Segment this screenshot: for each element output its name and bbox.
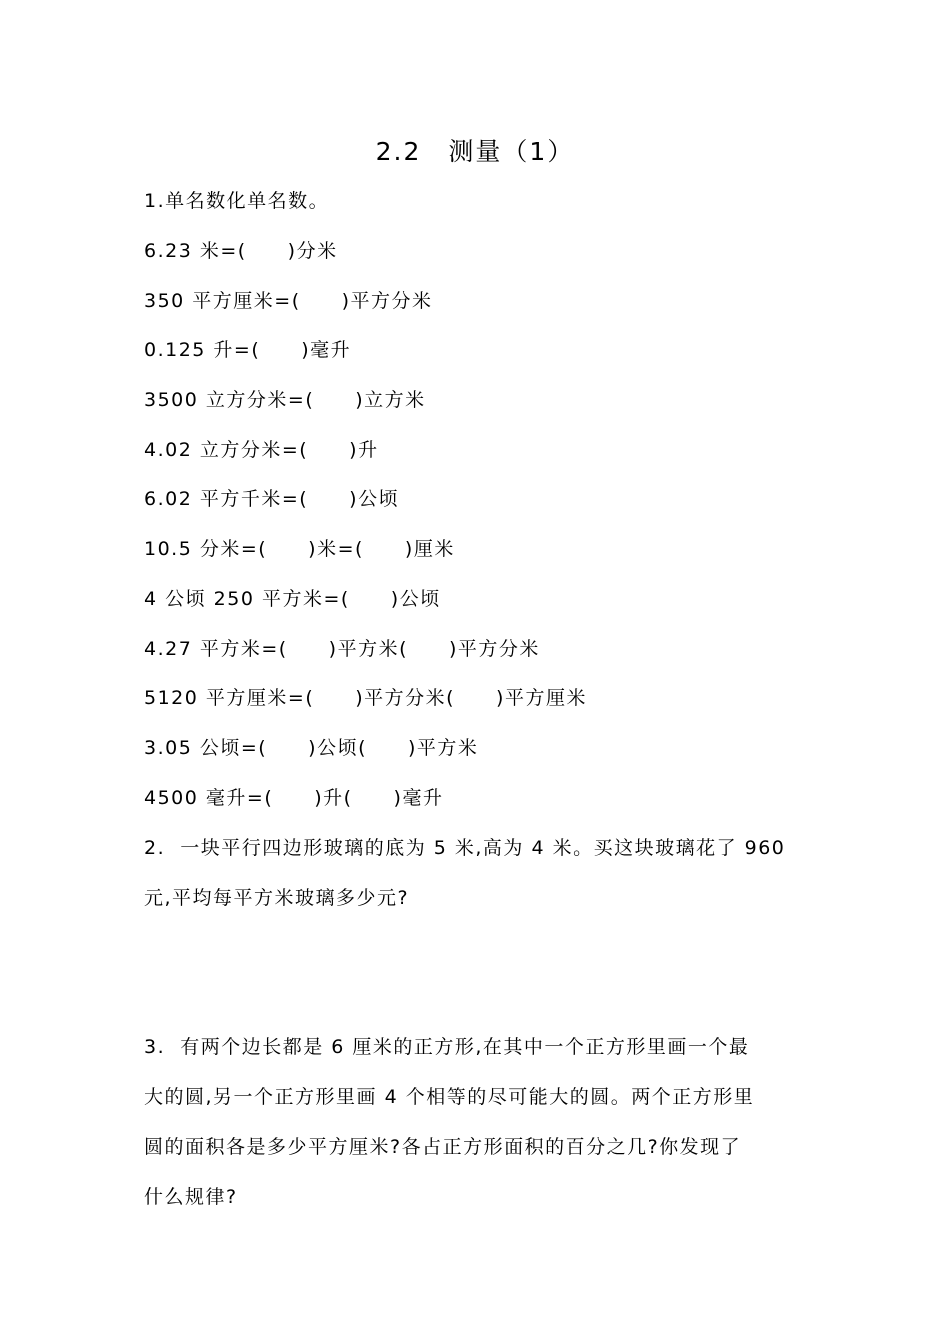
- conversion-item: 6.02 平方千米=( )公顷: [144, 488, 400, 510]
- conversion-item: 3500 立方分米=( )立方米: [144, 389, 426, 411]
- question-3-line: 3. 有两个边长都是 6 厘米的正方形,在其中一个正方形里画一个最: [144, 1036, 750, 1058]
- conversion-item: 4.27 平方米=( )平方米( )平方分米: [144, 638, 540, 660]
- question-2-line: 元,平均每平方米玻璃多少元?: [144, 887, 410, 909]
- section1-heading: 1.单名数化单名数。: [144, 190, 330, 212]
- conversion-item: 6.23 米=( )分米: [144, 240, 338, 262]
- conversion-item: 4 公顷 250 平方米=( )公顷: [144, 588, 441, 610]
- question-3-line: 什么规律?: [144, 1186, 238, 1208]
- question-2-line: 2. 一块平行四边形玻璃的底为 5 米,高为 4 米。买这块玻璃花了 960: [144, 837, 786, 859]
- page-title: 2.2 测量（1）: [375, 137, 575, 166]
- conversion-item: 10.5 分米=( )米=( )厘米: [144, 538, 455, 560]
- question-2: [144, 823, 814, 923]
- conversion-item: 350 平方厘米=( )平方分米: [144, 290, 433, 312]
- conversion-item: 0.125 升=( )毫升: [144, 339, 352, 361]
- question-3-line: 圆的面积各是多少平方厘米?各占正方形面积的百分之几?你发现了: [144, 1136, 742, 1158]
- question-3-line: 大的圆,另一个正方形里画 4 个相等的尽可能大的圆。两个正方形里: [144, 1086, 755, 1108]
- conversion-item: 5120 平方厘米=( )平方分米( )平方厘米: [144, 687, 587, 709]
- question-3: [144, 1022, 814, 1222]
- conversion-item: 3.05 公顷=( )公顷( )平方米: [144, 737, 479, 759]
- conversion-item: 4.02 立方分米=( )升: [144, 439, 379, 461]
- conversion-item: 4500 毫升=( )升( )毫升: [144, 787, 444, 809]
